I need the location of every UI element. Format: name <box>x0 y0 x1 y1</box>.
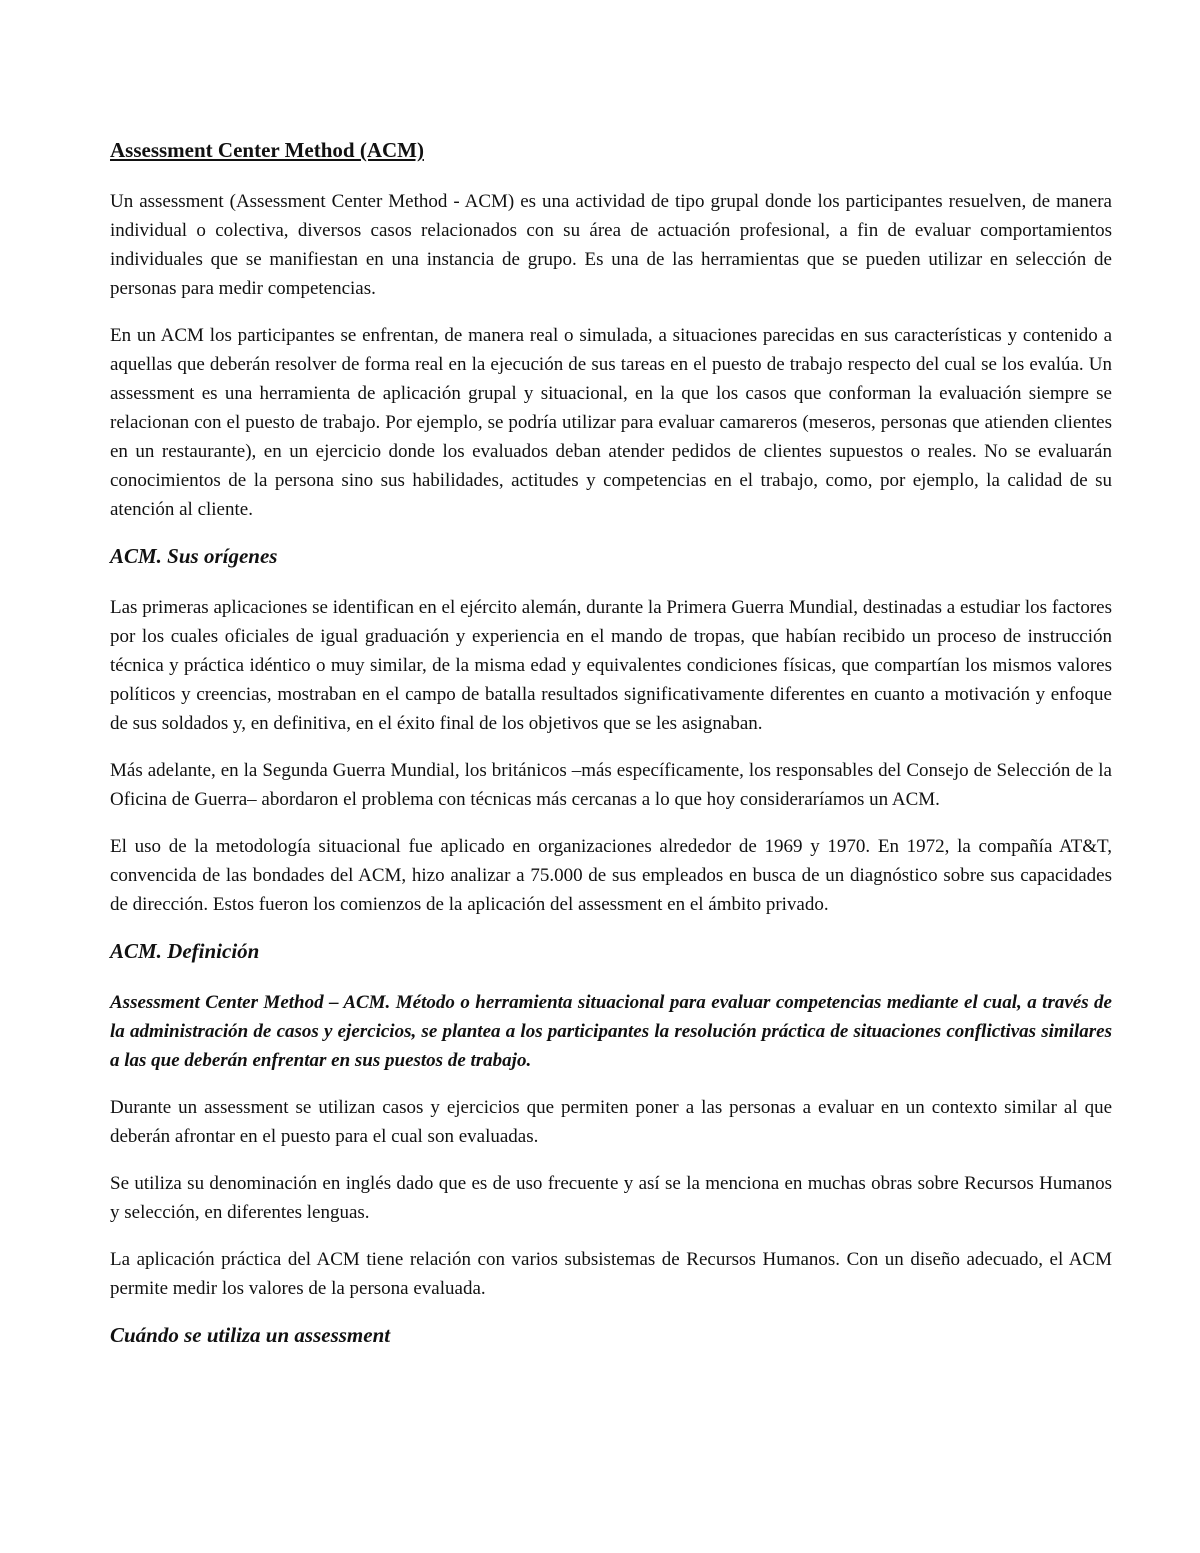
definition-paragraph: Se utiliza su denominación en inglés dado que es de uso frecuente y así se la menciona en muchas obras sobre Recursos Humanos y selección, en diferentes lenguas. <box>110 1173 1112 1223</box>
definition-paragraph: La aplicación práctica del ACM tiene relación con varios subsistemas de Recursos Humanos. Con un diseño adecuado, el ACM permite medir los valores de la persona evaluada. <box>110 1249 1112 1299</box>
origins-paragraph: Las primeras aplicaciones se identifican en el ejército alemán, durante la Primera Guerra Mundial, destinadas a estudiar los factores por los cuales oficiales de igual graduación y experiencia en el mando de tropas, que habían recibido un proceso de instrucción técnica y práctica idéntico o muy similar, de la misma edad y equivalentes condiciones físicas, que compartían los mismos valores políticos y creencias, mostraban en el campo de batalla resultados significativamente diferentes en cuanto a motivación y enfoque de sus soldados y, en definitiva, en el éxito final de los objetivos que se les asignaban. <box>110 597 1112 734</box>
definition-paragraph: Assessment Center Method – ACM. Método o herramienta situacional para evaluar competencias mediante el cual, a través de la administración de casos y ejercicios, se plantea a los participantes la resolución práctica de situaciones conflictivas similares a las que deberán enfrentar en sus puestos de trabajo. <box>110 992 1112 1071</box>
origins-paragraph: El uso de la metodología situacional fue aplicado en organizaciones alrededor de 1969 y 1970. En 1972, la compañía AT&T, convencida de las bondades del ACM, hizo analizar a 75.000 de sus empleados en busca de un diagnóstico sobre sus capacidades de dirección. Estos fueron los comienzos de la aplicación del assessment en el ámbito privado. <box>110 836 1112 915</box>
document-title: Assessment Center Method (ACM) <box>110 138 424 162</box>
intro-paragraph: Un assessment (Assessment Center Method - ACM) es una actividad de tipo grupal donde los participantes resuelven, de manera individual o colectiva, diversos casos relacionados con su área de actuación profesional, a fin de evaluar comportamientos individuales que se manifiestan en una instancia de grupo. Es una de las herramientas que se pueden utilizar en selección de personas para medir competencias. <box>110 191 1112 299</box>
origins-paragraph: Más adelante, en la Segunda Guerra Mundial, los británicos –más específicamente, los responsables del Consejo de Selección de la Oficina de Guerra– abordaron el problema con técnicas más cercanas a lo que hoy consideraríamos un ACM. <box>110 760 1112 810</box>
section-heading-when: Cuándo se utiliza un assessment <box>110 1323 391 1347</box>
intro-paragraph: En un ACM los participantes se enfrentan, de manera real o simulada, a situaciones parecidas en sus características y contenido a aquellas que deberán resolver de forma real en la ejecución de sus tareas en el puesto de trabajo respecto del cual se los evalúa. Un assessment es una herramienta de aplicación grupal y situacional, en la que los casos que conforman la evaluación siempre se relacionan con el puesto de trabajo. Por ejemplo, se podría utilizar para evaluar camareros (meseros, personas que atienden clientes en un restaurante), en un ejercicio donde los evaluados deban atender pedidos de clientes supuestos o reales. No se evaluarán conocimientos de la persona sino sus habilidades, actitudes y competencias en el trabajo, como, por ejemplo, la calidad de su atención al cliente. <box>110 325 1112 520</box>
section-heading-origins: ACM. Sus orígenes <box>110 544 278 568</box>
document-page <box>110 136 1112 1372</box>
section-heading-definition: ACM. Definición <box>110 939 260 963</box>
definition-paragraph: Durante un assessment se utilizan casos y ejercicios que permiten poner a las personas a evaluar en un contexto similar al que deberán afrontar en el puesto para el cual son evaluadas. <box>110 1097 1112 1147</box>
